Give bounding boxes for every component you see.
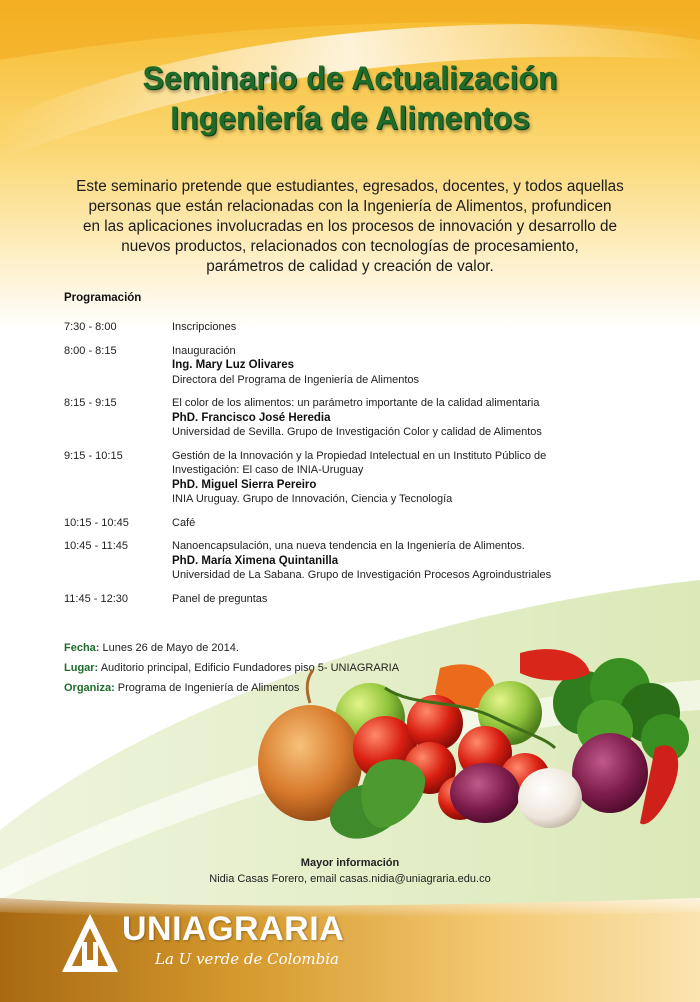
organizer-label: Organiza: [64, 682, 115, 694]
place-value: Auditorio principal, Edificio Fundadores piso 5- UNIAGRARIA [100, 662, 400, 674]
vegetables-illustration [255, 628, 695, 853]
title-line-1: Seminario de Actualización [142, 60, 558, 96]
contact-heading: Mayor información [300, 857, 400, 869]
schedule-topic: Investigación: El caso de INIA-Uruguay [172, 464, 364, 476]
intro-line: nuevos productos, relacionados con tecnologías de procesamiento, [121, 238, 579, 255]
date-label: Fecha: [64, 642, 100, 654]
schedule-row [64, 396, 624, 440]
date-value: Lunes 26 de Mayo de 2014. [102, 642, 239, 654]
schedule-topic: Café [172, 516, 196, 529]
contact-text: Nidia Casas Forero, email casas.nidia@uniagraria.edu.co [209, 873, 491, 885]
schedule-topic: Nanoencapsulación, una nueva tendencia en la Ingeniería de Alimentos. [172, 540, 525, 552]
schedule-speaker: PhD. María Ximena Quintanilla [172, 554, 339, 567]
page-title [0, 58, 700, 138]
schedule-time: 8:00 - 8:15 [64, 344, 117, 357]
schedule-time: 10:15 - 10:45 [64, 516, 129, 529]
schedule-desc [172, 539, 624, 583]
red-onion-shape [450, 763, 520, 823]
schedule-topic: El color de los alimentos: un parámetro importante de la calidad alimentaria [172, 397, 540, 409]
intro-line: en las aplicaciones involucradas en los procesos de innovación y desarrollo de [82, 218, 617, 235]
schedule-institution: Universidad de La Sabana. Grupo de Investigación Procesos Agroindustriales [172, 569, 552, 581]
schedule-topic: Gestión de la Innovación y la Propiedad Intelectual en un Instituto Público de [172, 449, 547, 462]
schedule-time: 9:15 - 10:15 [64, 449, 123, 462]
place-label: Lugar: [64, 662, 99, 674]
uniagraria-logo-icon [60, 912, 120, 974]
contact-info [0, 855, 700, 887]
cucumber-shape [361, 759, 425, 828]
schedule-institution: Universidad de Sevilla. Grupo de Investigación Color y calidad de Alimentos [172, 426, 542, 438]
intro-line: personas que están relacionadas con la Ingeniería de Alimentos, profundicen [88, 198, 612, 215]
schedule-list [64, 320, 624, 615]
schedule-desc [172, 344, 624, 388]
schedule-institution: Directora del Programa de Ingeniería de Alimentos [172, 373, 420, 386]
schedule-row [64, 539, 624, 583]
schedule-topic: Inscripciones [172, 321, 237, 333]
intro-paragraph [40, 177, 660, 277]
schedule-speaker: Ing. Mary Luz Olivares [172, 359, 295, 371]
brand-slogan: La U verde de Colombia [155, 950, 339, 968]
schedule-row [64, 344, 624, 388]
schedule-institution: INIA Uruguay. Grupo de Innovación, Ciencia y Tecnología [172, 493, 453, 505]
schedule-row [64, 449, 624, 507]
red-pepper-shape [520, 649, 590, 680]
schedule-topic: Inauguración [172, 344, 236, 357]
schedule-time: 8:15 - 9:15 [64, 397, 117, 409]
schedule-row [64, 592, 624, 607]
schedule-topic: Panel de preguntas [172, 592, 268, 605]
schedule-desc [172, 449, 624, 507]
schedule-heading: Programación [64, 292, 142, 304]
title-line-2: Ingeniería de Alimentos [170, 100, 530, 136]
schedule-time: 10:45 - 11:45 [64, 540, 129, 552]
schedule-row [64, 320, 624, 335]
schedule-speaker: PhD. Miguel Sierra Pereiro [172, 478, 317, 491]
schedule-desc [172, 320, 624, 335]
schedule-desc [172, 516, 624, 531]
garlic-shape [518, 768, 582, 828]
schedule-speaker: PhD. Francisco José Heredia [172, 411, 331, 424]
intro-line: Este seminario pretende que estudiantes, egresados, docentes, y todos aquellas [76, 178, 624, 195]
schedule-time: 7:30 - 8:00 [64, 321, 117, 333]
schedule-desc [172, 396, 624, 440]
brand-name: UNIAGRARIA [122, 910, 345, 948]
schedule-row [64, 516, 624, 531]
red-onion-shape [572, 733, 648, 813]
schedule-desc [172, 592, 624, 607]
schedule-time: 11:45 - 12:30 [64, 592, 129, 605]
top-background [0, 0, 700, 330]
intro-line: parámetros de calidad y creación de valor. [206, 258, 494, 275]
organizer-value: Programa de Ingeniería de Alimentos [117, 682, 300, 694]
